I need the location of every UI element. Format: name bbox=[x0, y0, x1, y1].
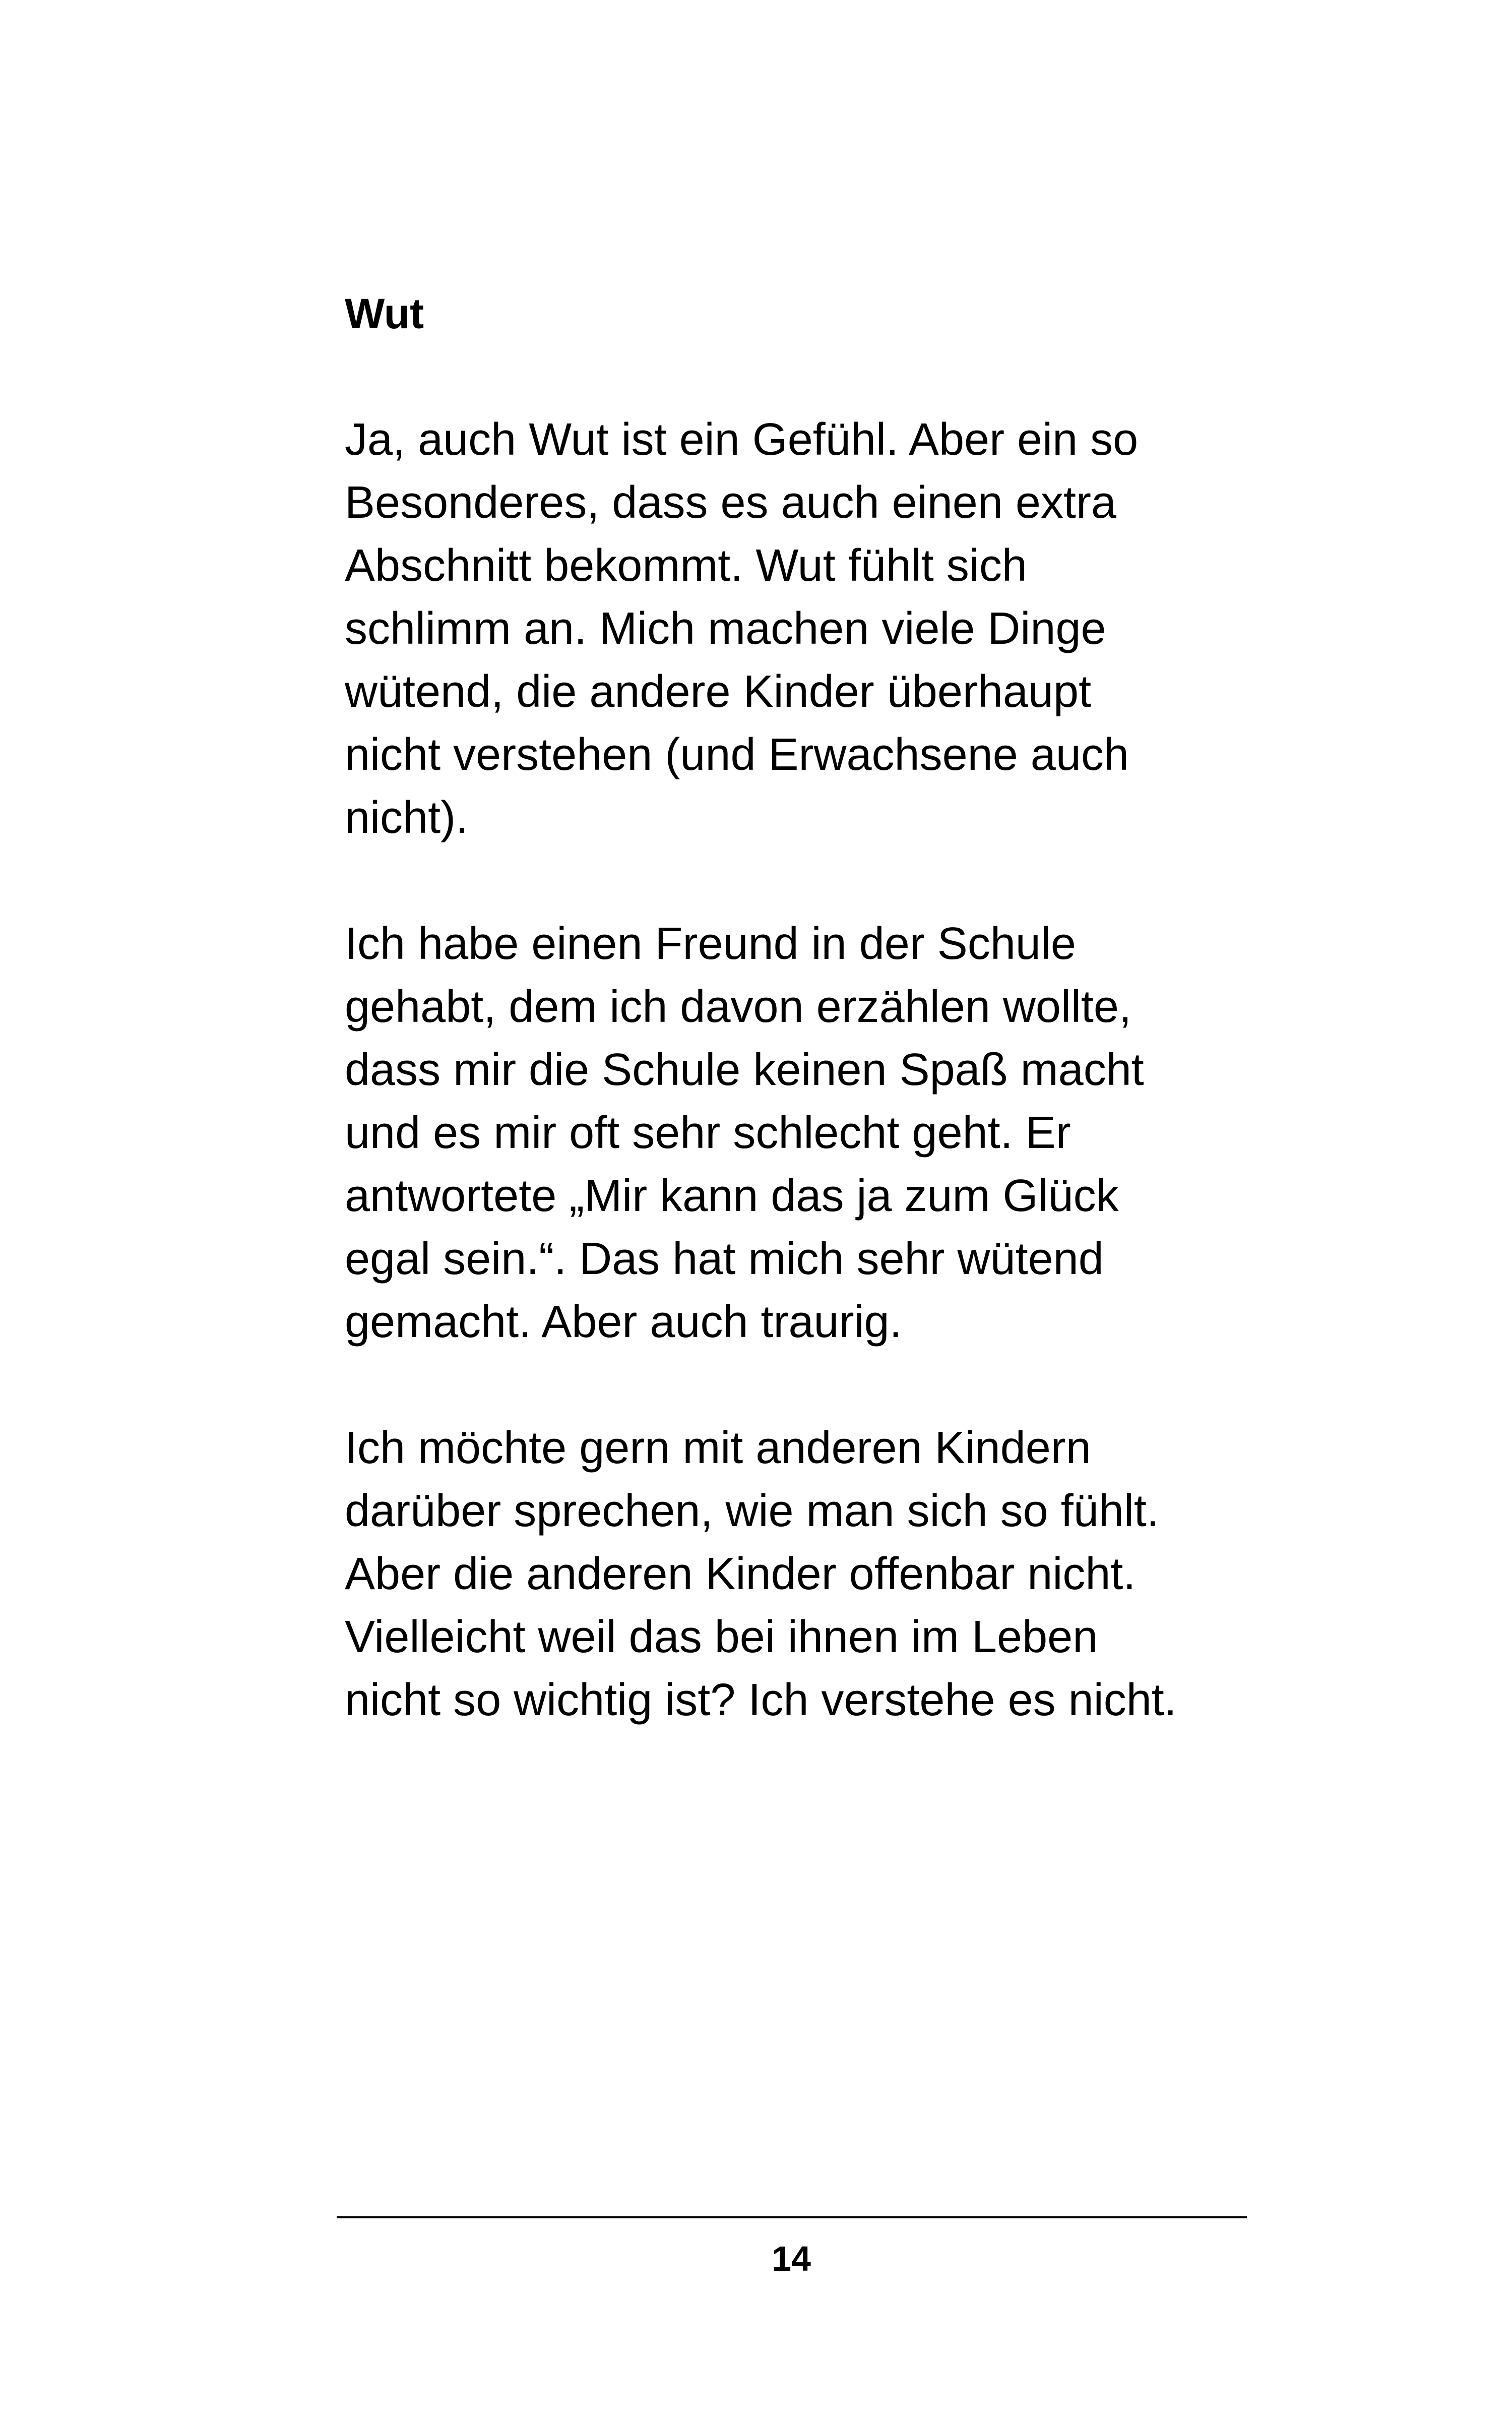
text-line: Aber die anderen Kinder offenbar nicht. bbox=[345, 1549, 1136, 1599]
paragraph-3 bbox=[345, 1417, 1252, 1732]
footer-divider bbox=[337, 2216, 1247, 2218]
text-line: wütend, die andere Kinder überhaupt bbox=[345, 667, 1092, 717]
text-line: Vielleicht weil das bei ihnen im Leben bbox=[345, 1612, 1098, 1662]
text-line: darüber sprechen, wie man sich so fühlt. bbox=[345, 1486, 1159, 1536]
text-line: Ich möchte gern mit anderen Kindern bbox=[345, 1423, 1091, 1473]
text-line: Ich habe einen Freund in der Schule bbox=[345, 919, 1076, 969]
text-line: dass mir die Schule keinen Spaß macht bbox=[345, 1045, 1144, 1095]
text-line: Abschnitt bekommt. Wut fühlt sich bbox=[345, 540, 1027, 591]
text-line: egal sein.“. Das hat mich sehr wütend bbox=[345, 1234, 1104, 1284]
text-line: Ja, auch Wut ist ein Gefühl. Aber ein so bbox=[345, 414, 1139, 465]
text-line: nicht verstehen (und Erwachsene auch bbox=[345, 730, 1129, 780]
paragraph-2 bbox=[345, 913, 1252, 1354]
text-line: und es mir oft sehr schlecht geht. Er bbox=[345, 1108, 1071, 1158]
text-line: Besonderes, dass es auch einen extra bbox=[345, 477, 1116, 528]
text-line: nicht so wichtig ist? Ich verstehe es nicht. bbox=[345, 1675, 1177, 1725]
text-line: nicht). bbox=[345, 793, 469, 843]
page-content bbox=[345, 282, 1252, 1795]
text-line: gehabt, dem ich davon erzählen wollte, bbox=[345, 982, 1131, 1032]
page-number: 14 bbox=[772, 2239, 811, 2278]
section-heading: Wut bbox=[345, 290, 424, 337]
paragraph-1 bbox=[345, 408, 1252, 850]
text-line: schlimm an. Mich machen viele Dinge bbox=[345, 603, 1106, 654]
text-line: gemacht. Aber auch traurig. bbox=[345, 1297, 902, 1347]
text-line: antwortete „Mir kann das ja zum Glück bbox=[345, 1171, 1119, 1221]
